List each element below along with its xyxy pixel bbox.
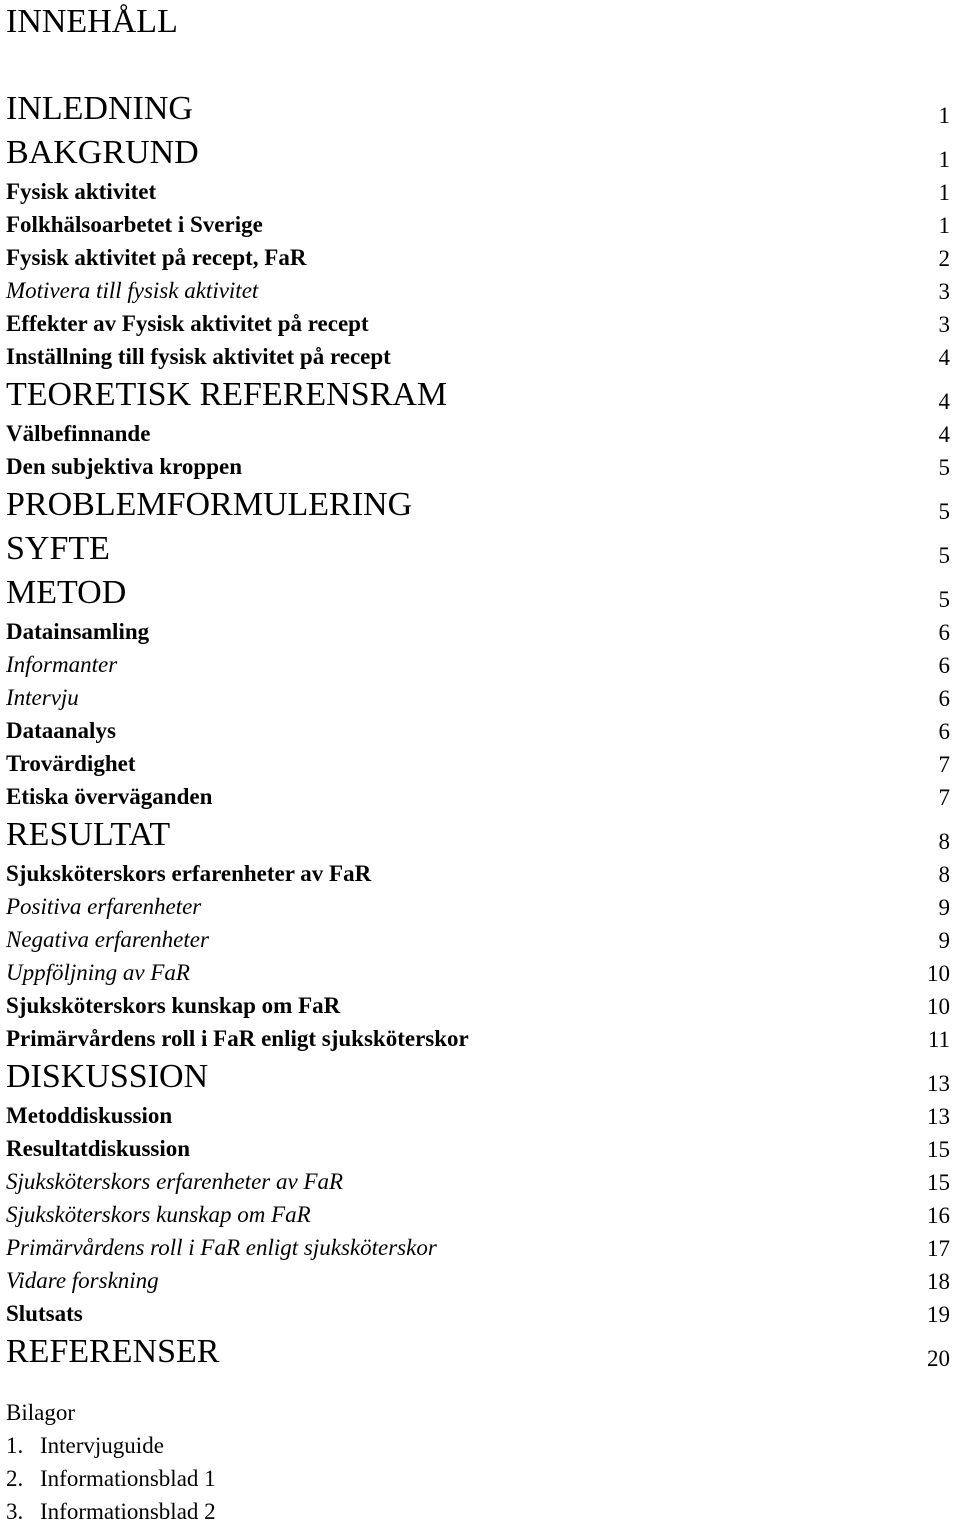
toc-entry — [6, 451, 954, 484]
toc-entry-page-number: 5 — [938, 543, 950, 568]
toc-entry — [6, 176, 954, 209]
toc-entry-label: Sjuksköterskors erfarenheter av FaR — [6, 1169, 344, 1194]
toc-entry-page-number: 10 — [927, 961, 950, 986]
toc-entry — [6, 484, 954, 528]
toc-entry-page-number: 1 — [938, 180, 950, 205]
toc-entry-label: Trovärdighet — [6, 751, 136, 776]
toc-entry-label: Resultatdiskussion — [6, 1136, 191, 1161]
toc-entry-label: Sjuksköterskors kunskap om FaR — [6, 1202, 311, 1227]
toc-entry-page-number: 6 — [938, 653, 950, 678]
toc-entry-page-number: 1 — [938, 213, 950, 238]
toc-entry — [6, 1023, 954, 1056]
toc-entry-label: Den subjektiva kroppen — [6, 454, 243, 479]
toc-entry-label: Uppföljning av FaR — [6, 960, 190, 985]
toc-entry-page-number: 7 — [938, 785, 950, 810]
toc-entry-page-number: 7 — [938, 752, 950, 777]
toc-entry — [6, 957, 954, 990]
toc-entry-page-number: 11 — [927, 1027, 950, 1052]
toc-entry — [6, 1232, 954, 1265]
toc-entry-page-number: 5 — [938, 587, 950, 612]
toc-entry-page-number: 6 — [938, 620, 950, 645]
toc-entry-label: BAKGRUND — [6, 134, 199, 171]
toc-entry — [6, 1199, 954, 1232]
toc-entry-label: Primärvårdens roll i FaR enligt sjuksköterskor — [6, 1235, 437, 1260]
toc-entry-page-number: 8 — [938, 829, 950, 854]
toc-entry — [6, 132, 954, 176]
toc-entry — [6, 341, 954, 374]
toc-entry-page-number: 6 — [938, 719, 950, 744]
toc-entry-page-number: 1 — [938, 147, 950, 172]
attachment-label: Intervjuguide — [40, 1433, 164, 1458]
toc-entry — [6, 374, 954, 418]
toc-entry-page-number: 3 — [938, 279, 950, 304]
toc-entry — [6, 715, 954, 748]
toc-entry — [6, 572, 954, 616]
toc-entry-page-number: 1 — [938, 103, 950, 128]
toc-entry-page-number: 2 — [938, 246, 950, 271]
toc-entry-page-number: 6 — [938, 686, 950, 711]
toc-entry-label: Negativa erfarenheter — [6, 927, 209, 952]
toc-entry — [6, 418, 954, 451]
toc-entry-page-number: 13 — [927, 1104, 950, 1129]
toc-entry-label: Effekter av Fysisk aktivitet på recept — [6, 311, 369, 336]
toc-entry-label: Etiska överväganden — [6, 784, 213, 809]
toc-entry-label: REFERENSER — [6, 1333, 220, 1370]
toc-entry-label: PROBLEMFORMULERING — [6, 486, 413, 523]
toc-entry-label: Datainsamling — [6, 619, 150, 644]
attachment-number: 2. — [6, 1466, 24, 1491]
toc-entry-label: Primärvårdens roll i FaR enligt sjuksköterskor — [6, 1026, 469, 1051]
toc-entry — [6, 616, 954, 649]
toc-entry — [6, 1166, 954, 1199]
toc-entry — [6, 814, 954, 858]
toc-entry-label: METOD — [6, 574, 127, 611]
toc-entry-label: TEORETISK REFERENSRAM — [6, 376, 448, 413]
toc-entry-page-number: 15 — [927, 1170, 950, 1195]
toc-entry-page-number: 13 — [927, 1071, 950, 1096]
toc-entry-label: RESULTAT — [6, 816, 171, 853]
attachment-label: Informationsblad 2 — [40, 1499, 216, 1524]
toc-entry-label: Motivera till fysisk aktivitet — [6, 278, 259, 303]
toc-entry-label: Vidare forskning — [6, 1268, 159, 1293]
toc-entry-label: SYFTE — [6, 530, 110, 567]
attachments-list — [6, 1396, 216, 1528]
attachment-number: 1. — [6, 1433, 24, 1458]
toc-entry — [6, 308, 954, 341]
toc-entry-label: DISKUSSION — [6, 1058, 209, 1095]
attachment-label: Informationsblad 1 — [40, 1466, 216, 1491]
toc-entry-label: Fysisk aktivitet — [6, 179, 157, 204]
toc-entry-label: Metoddiskussion — [6, 1103, 173, 1128]
toc-entry-page-number: 3 — [938, 312, 950, 337]
toc-entry — [6, 1100, 954, 1133]
toc-entry — [6, 242, 954, 275]
toc-entry-page-number: 4 — [938, 422, 950, 447]
toc-entry-label: Slutsats — [6, 1301, 83, 1326]
toc-entry-page-number: 18 — [927, 1269, 950, 1294]
toc-entry — [6, 1056, 954, 1100]
toc-entry-label: Sjuksköterskors kunskap om FaR — [6, 993, 341, 1018]
toc-entry — [6, 88, 954, 132]
toc-entry — [6, 748, 954, 781]
toc-entry-page-number: 9 — [938, 928, 950, 953]
toc-entry-label: Dataanalys — [6, 718, 116, 743]
page-title: INNEHÅLL — [6, 3, 178, 40]
toc-entry-label: Sjuksköterskors erfarenheter av FaR — [6, 861, 372, 886]
toc-entry — [6, 275, 954, 308]
toc-entry-page-number: 19 — [927, 1302, 950, 1327]
toc-entry-page-number: 20 — [927, 1346, 950, 1371]
toc-entry-label: Inställning till fysisk aktivitet på recept — [6, 344, 391, 369]
toc-entry-page-number: 15 — [927, 1137, 950, 1162]
toc-entry — [6, 891, 954, 924]
toc-entry-label: Informanter — [6, 652, 118, 677]
toc-entry-label: Folkhälsoarbetet i Sverige — [6, 212, 263, 237]
toc-entry-page-number: 9 — [938, 895, 950, 920]
toc-entry-label: Intervju — [6, 685, 79, 710]
toc-entry-label: Fysisk aktivitet på recept, FaR — [6, 245, 307, 270]
toc-entry — [6, 209, 954, 242]
attachments-heading: Bilagor — [6, 1400, 75, 1425]
toc-entry — [6, 1265, 954, 1298]
attachment-item — [6, 1462, 216, 1495]
toc-entry-label: Positiva erfarenheter — [6, 894, 202, 919]
toc-entry — [6, 528, 954, 572]
toc-entry — [6, 990, 954, 1023]
table-of-contents — [6, 88, 960, 1375]
toc-entry-page-number: 5 — [938, 455, 950, 480]
toc-entry — [6, 1133, 954, 1166]
toc-entry-page-number: 16 — [927, 1203, 950, 1228]
toc-entry — [6, 1298, 954, 1331]
toc-entry — [6, 649, 954, 682]
toc-entry — [6, 1331, 954, 1375]
toc-entry-label: Välbefinnande — [6, 421, 151, 446]
toc-entry-page-number: 5 — [938, 499, 950, 524]
toc-entry — [6, 682, 954, 715]
attachment-number: 3. — [6, 1499, 24, 1524]
toc-entry-page-number: 17 — [927, 1236, 950, 1261]
toc-entry — [6, 924, 954, 957]
toc-entry-page-number: 8 — [938, 862, 950, 887]
attachment-item — [6, 1495, 216, 1528]
toc-entry-label: INLEDNING — [6, 90, 193, 127]
attachment-item — [6, 1429, 216, 1462]
toc-entry-page-number: 10 — [927, 994, 950, 1019]
toc-entry — [6, 781, 954, 814]
toc-entry — [6, 858, 954, 891]
toc-entry-page-number: 4 — [938, 389, 950, 414]
toc-entry-page-number: 4 — [938, 345, 950, 370]
